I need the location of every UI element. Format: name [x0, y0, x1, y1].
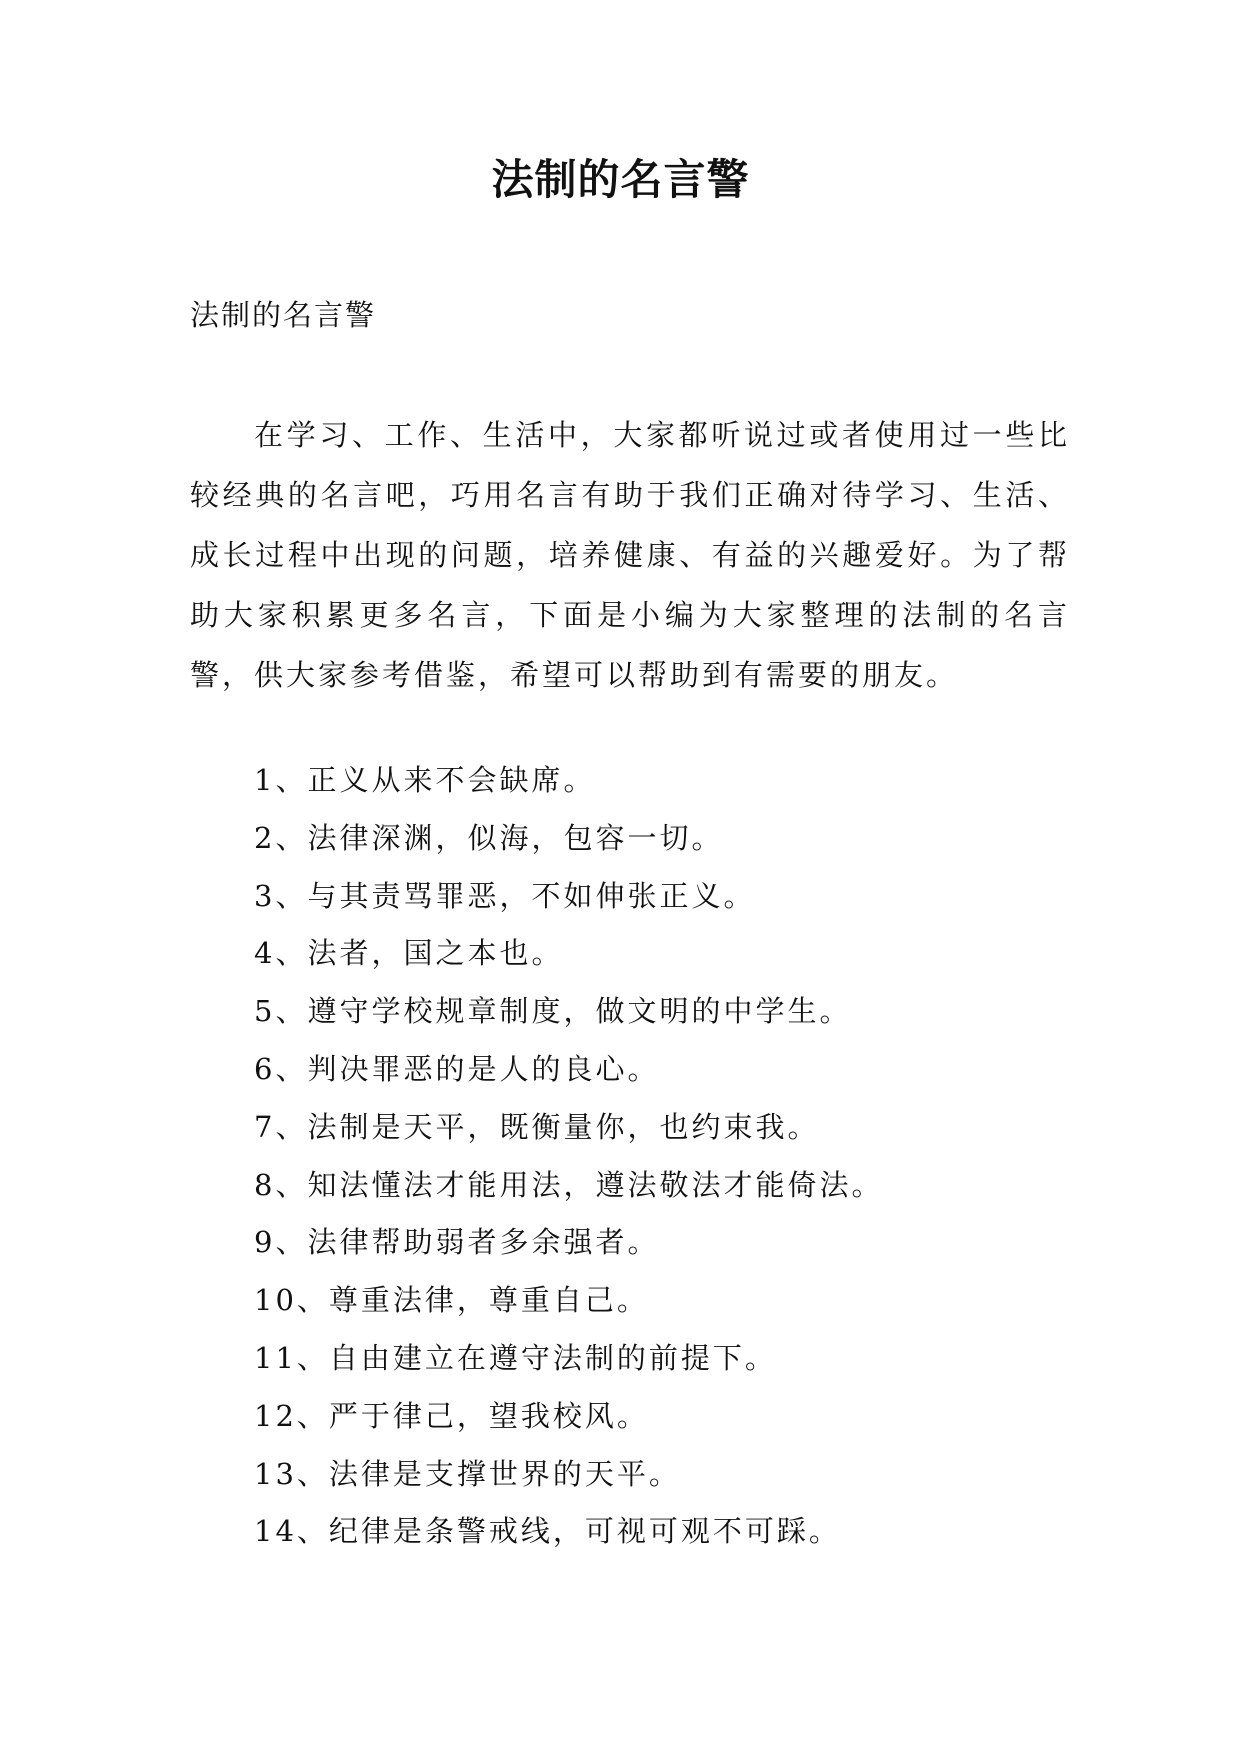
quote-item: 5、遵守学校规章制度，做文明的中学生。 — [254, 994, 852, 1029]
quote-item: 7、法制是天平，既衡量你，也约束我。 — [254, 1109, 820, 1144]
quote-item: 11、自由建立在遵守法制的前提下。 — [254, 1340, 777, 1375]
quote-item: 14、纪律是条警戒线，可视可观不可踩。 — [254, 1514, 841, 1549]
quote-item: 10、尊重法律，尊重自己。 — [254, 1283, 649, 1318]
quote-item: 1、正义从来不会缺席。 — [254, 763, 596, 797]
quote-item: 2、法律深渊，似海，包容一切。 — [254, 820, 724, 855]
quote-list — [254, 752, 1074, 1561]
intro-paragraph: 在学习、工作、生活中，大家都听说过或者使用过一些比较经典的名言吧，巧用名言有助于我们正确对待学习、生活、成长过程中出现的问题，培养健康、有益的兴趣爱好。为了帮助大家积累更多名言，下面是小编为大家整理的法制的名言警，供大家参考借鉴，希望可以帮助到有需要的朋友。 — [190, 418, 1070, 692]
quote-item: 8、知法懂法才能用法，遵法敬法才能倚法。 — [254, 1167, 884, 1202]
quote-item: 3、与其责骂罪恶，不如伸张正义。 — [254, 878, 756, 913]
quote-item: 13、法律是支撑世界的天平。 — [254, 1456, 681, 1491]
quote-item: 6、判决罪恶的是人的良心。 — [254, 1051, 660, 1086]
quote-item: 9、法律帮助弱者多余强者。 — [254, 1225, 660, 1260]
quote-item: 12、严于律己，望我校风。 — [254, 1398, 649, 1433]
document-subtitle: 法制的名言警 — [190, 298, 377, 332]
quote-item: 4、法者，国之本也。 — [254, 936, 564, 971]
page-title: 法制的名言警 — [491, 155, 750, 204]
